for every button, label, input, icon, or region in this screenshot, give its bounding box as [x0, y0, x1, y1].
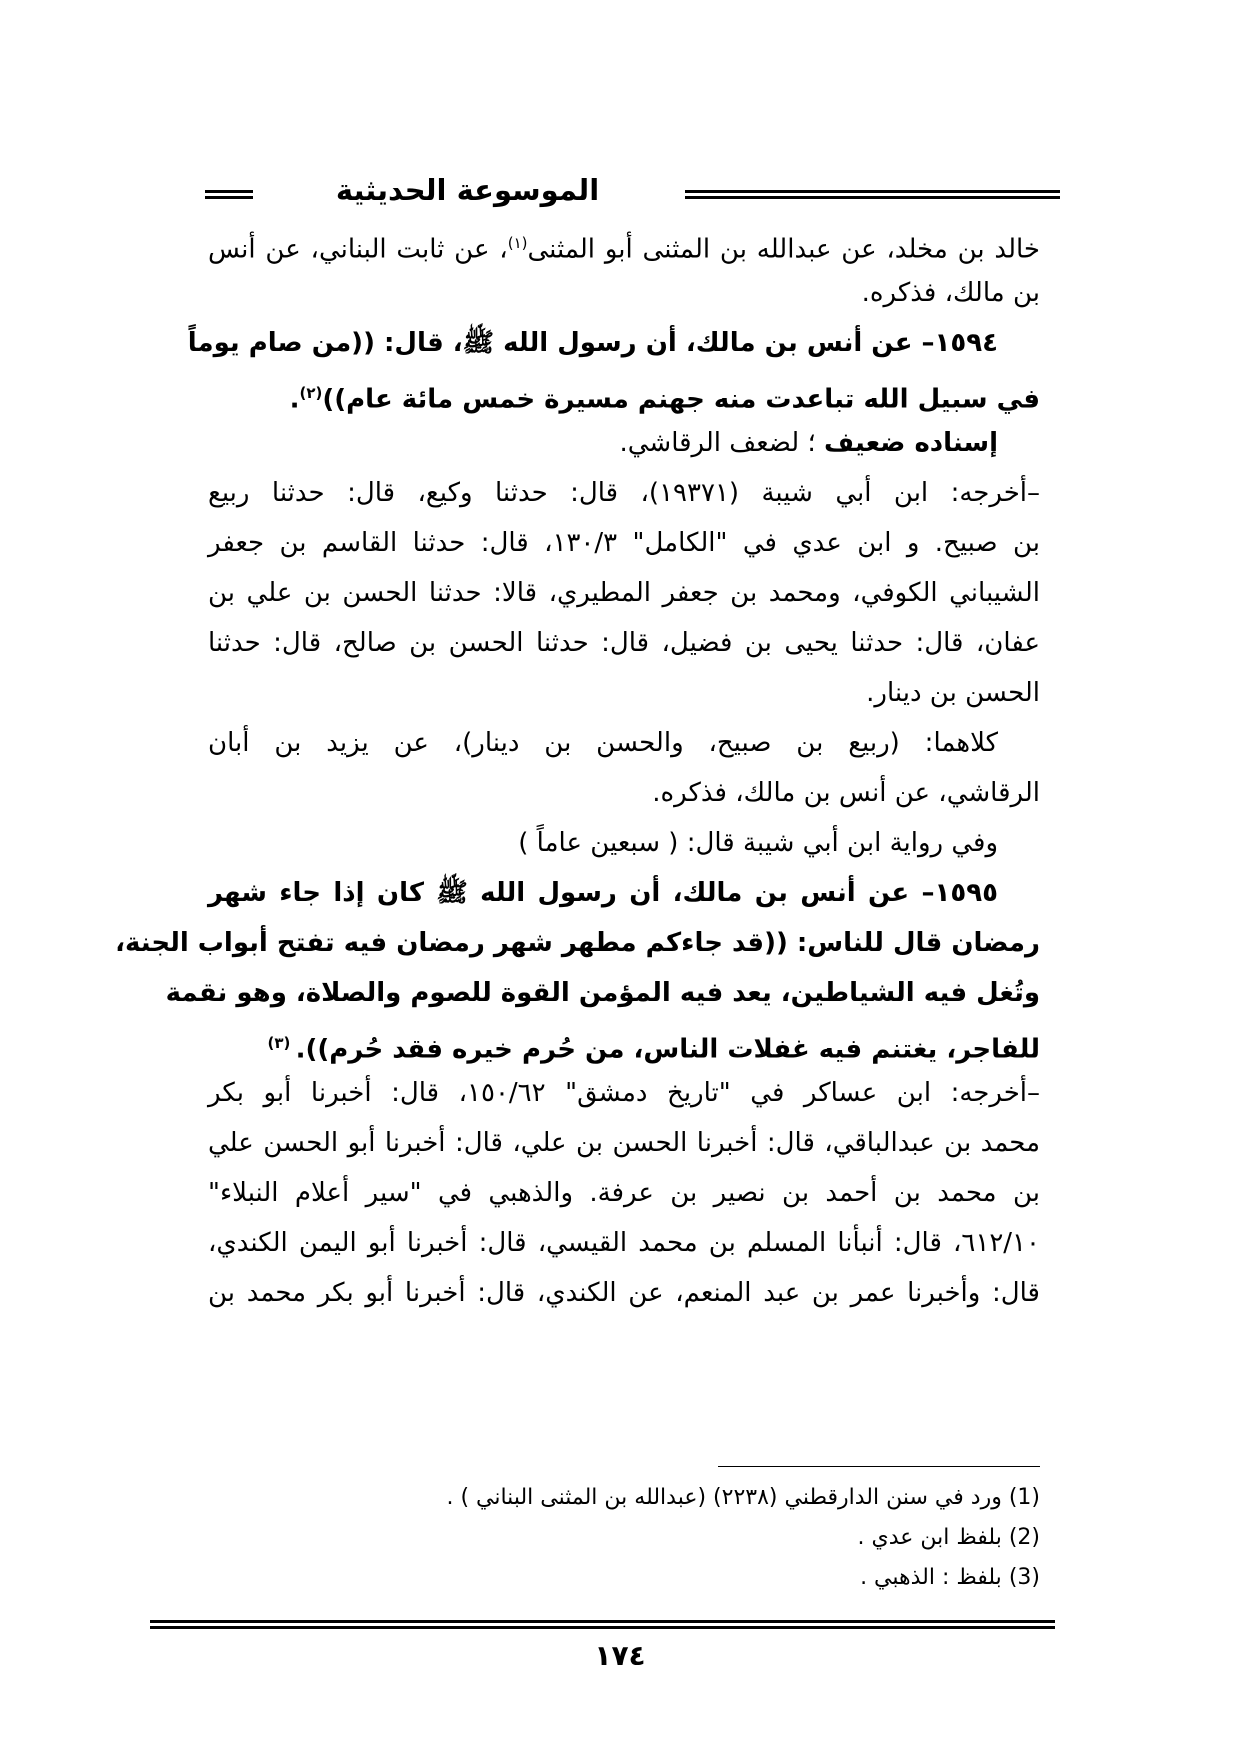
footnote-2: (2) بلفظ ابن عدي .	[857, 1525, 1040, 1550]
footnote-separator	[718, 1466, 1040, 1467]
text-line-7: بن صبيح. و ابن عدي في "الكامل" ١٣٠/٣، قال: حدثنا القاسم بن جعفر	[208, 528, 1041, 558]
hadith-1594-line-1: ١٥٩٤– عن أنس بن مالك، أن رسول الله ﷺ، قال: ((من صام يوماً	[187, 328, 998, 358]
text-line-22: قال: وأخبرنا عمر بن عبد المنعم، عن الكندي، قال: أخبرنا أبو بكر محمد بن	[208, 1278, 1040, 1308]
hadith-1595-line-3: وتُغل فيه الشياطين، يعد فيه المؤمن القوة للصوم والصلاة، وهو نقمة	[165, 978, 1040, 1008]
text-line-20: بن محمد بن أحمد بن نصير بن عرفة. والذهبي في "سير أعلام النبلاء"	[208, 1178, 1040, 1208]
text-line-18: –أخرجه: ابن عساكر في "تاريخ دمشق" ١٥٠/٦٢، قال: أخبرنا أبو بكر	[208, 1078, 1040, 1108]
text-line-12: الرقاشي، عن أنس بن مالك، فذكره.	[652, 778, 1040, 808]
header-rule-right	[685, 190, 1060, 199]
footer-rule	[150, 1620, 1055, 1629]
text-line-1: خالد بن مخلد، عن عبدالله بن المثنى أبو المثنى$^{(١)}$، عن ثابت البناني، عن أنس	[208, 234, 1040, 265]
text-line-6: –أخرجه: ابن أبي شيبة (١٩٣٧١)، قال: حدثنا وكيع، قال: حدثنا ربيع	[208, 478, 1040, 508]
text-line-21: ٦١٢/١٠، قال: أنبأنا المسلم بن محمد القيسي، قال: أخبرنا أبو اليمن الكندي،	[208, 1228, 1040, 1258]
isnad-grade-line: إسناده ضعيف ؛ لضعف الرقاشي.	[619, 428, 998, 458]
text-line-19: محمد بن عبدالباقي، قال: أخبرنا الحسن بن علي، قال: أخبرنا أبو الحسن علي	[208, 1128, 1040, 1158]
hadith-1595-line-4: للفاجر، يغتنم فيه غفلات الناس، من حُرم خيره فقد حُرم)). $^{(٣)}$	[267, 1034, 1040, 1065]
running-header	[205, 170, 1060, 210]
hadith-1595-line-2: رمضان قال للناس: ((قد جاءكم مطهر شهر رمضان فيه تفتح أبواب الجنة،	[115, 928, 1040, 958]
footnote-ref-2: (٢)	[299, 384, 323, 402]
text-line-8: الشيباني الكوفي، ومحمد بن جعفر المطيري، قالا: حدثنا الحسن بن علي بن	[208, 578, 1040, 608]
header-title: الموسوعة الحديثية	[335, 173, 600, 207]
text-line-11: كلاهما: (ربيع بن صبيح، والحسن بن دينار)، عن يزيد بن أبان	[208, 728, 998, 758]
hadith-1594-line-2: في سبيل الله تباعدت منه جهنم مسيرة خمس مائة عام))$^{(٢)}$.	[289, 384, 1040, 415]
text-line-10: الحسن بن دينار.	[866, 678, 1040, 708]
hadith-1595-line-1: ١٥٩٥– عن أنس بن مالك، أن رسول الله ﷺ كان إذا جاء شهر	[208, 878, 998, 908]
footnote-1: (1) ورد في سنن الدارقطني (٢٢٣٨) (عبدالله بن المثنى البناني ) .	[446, 1485, 1040, 1510]
text-line-9: عفان، قال: حدثنا يحيى بن فضيل، قال: حدثنا الحسن بن صالح، قال: حدثنا	[208, 628, 1040, 658]
footnote-ref-3: (٣)	[267, 1034, 296, 1052]
text-line-2: بن مالك، فذكره.	[861, 278, 1040, 308]
footnote-ref-1: (١)	[507, 234, 528, 252]
footnote-3: (3) بلفظ : الذهبي .	[860, 1565, 1040, 1590]
header-rule-left	[205, 190, 253, 199]
page-number: ١٧٤	[594, 1639, 646, 1672]
text-line-13: وفي رواية ابن أبي شيبة قال: ( سبعين عاماً )	[518, 828, 998, 858]
